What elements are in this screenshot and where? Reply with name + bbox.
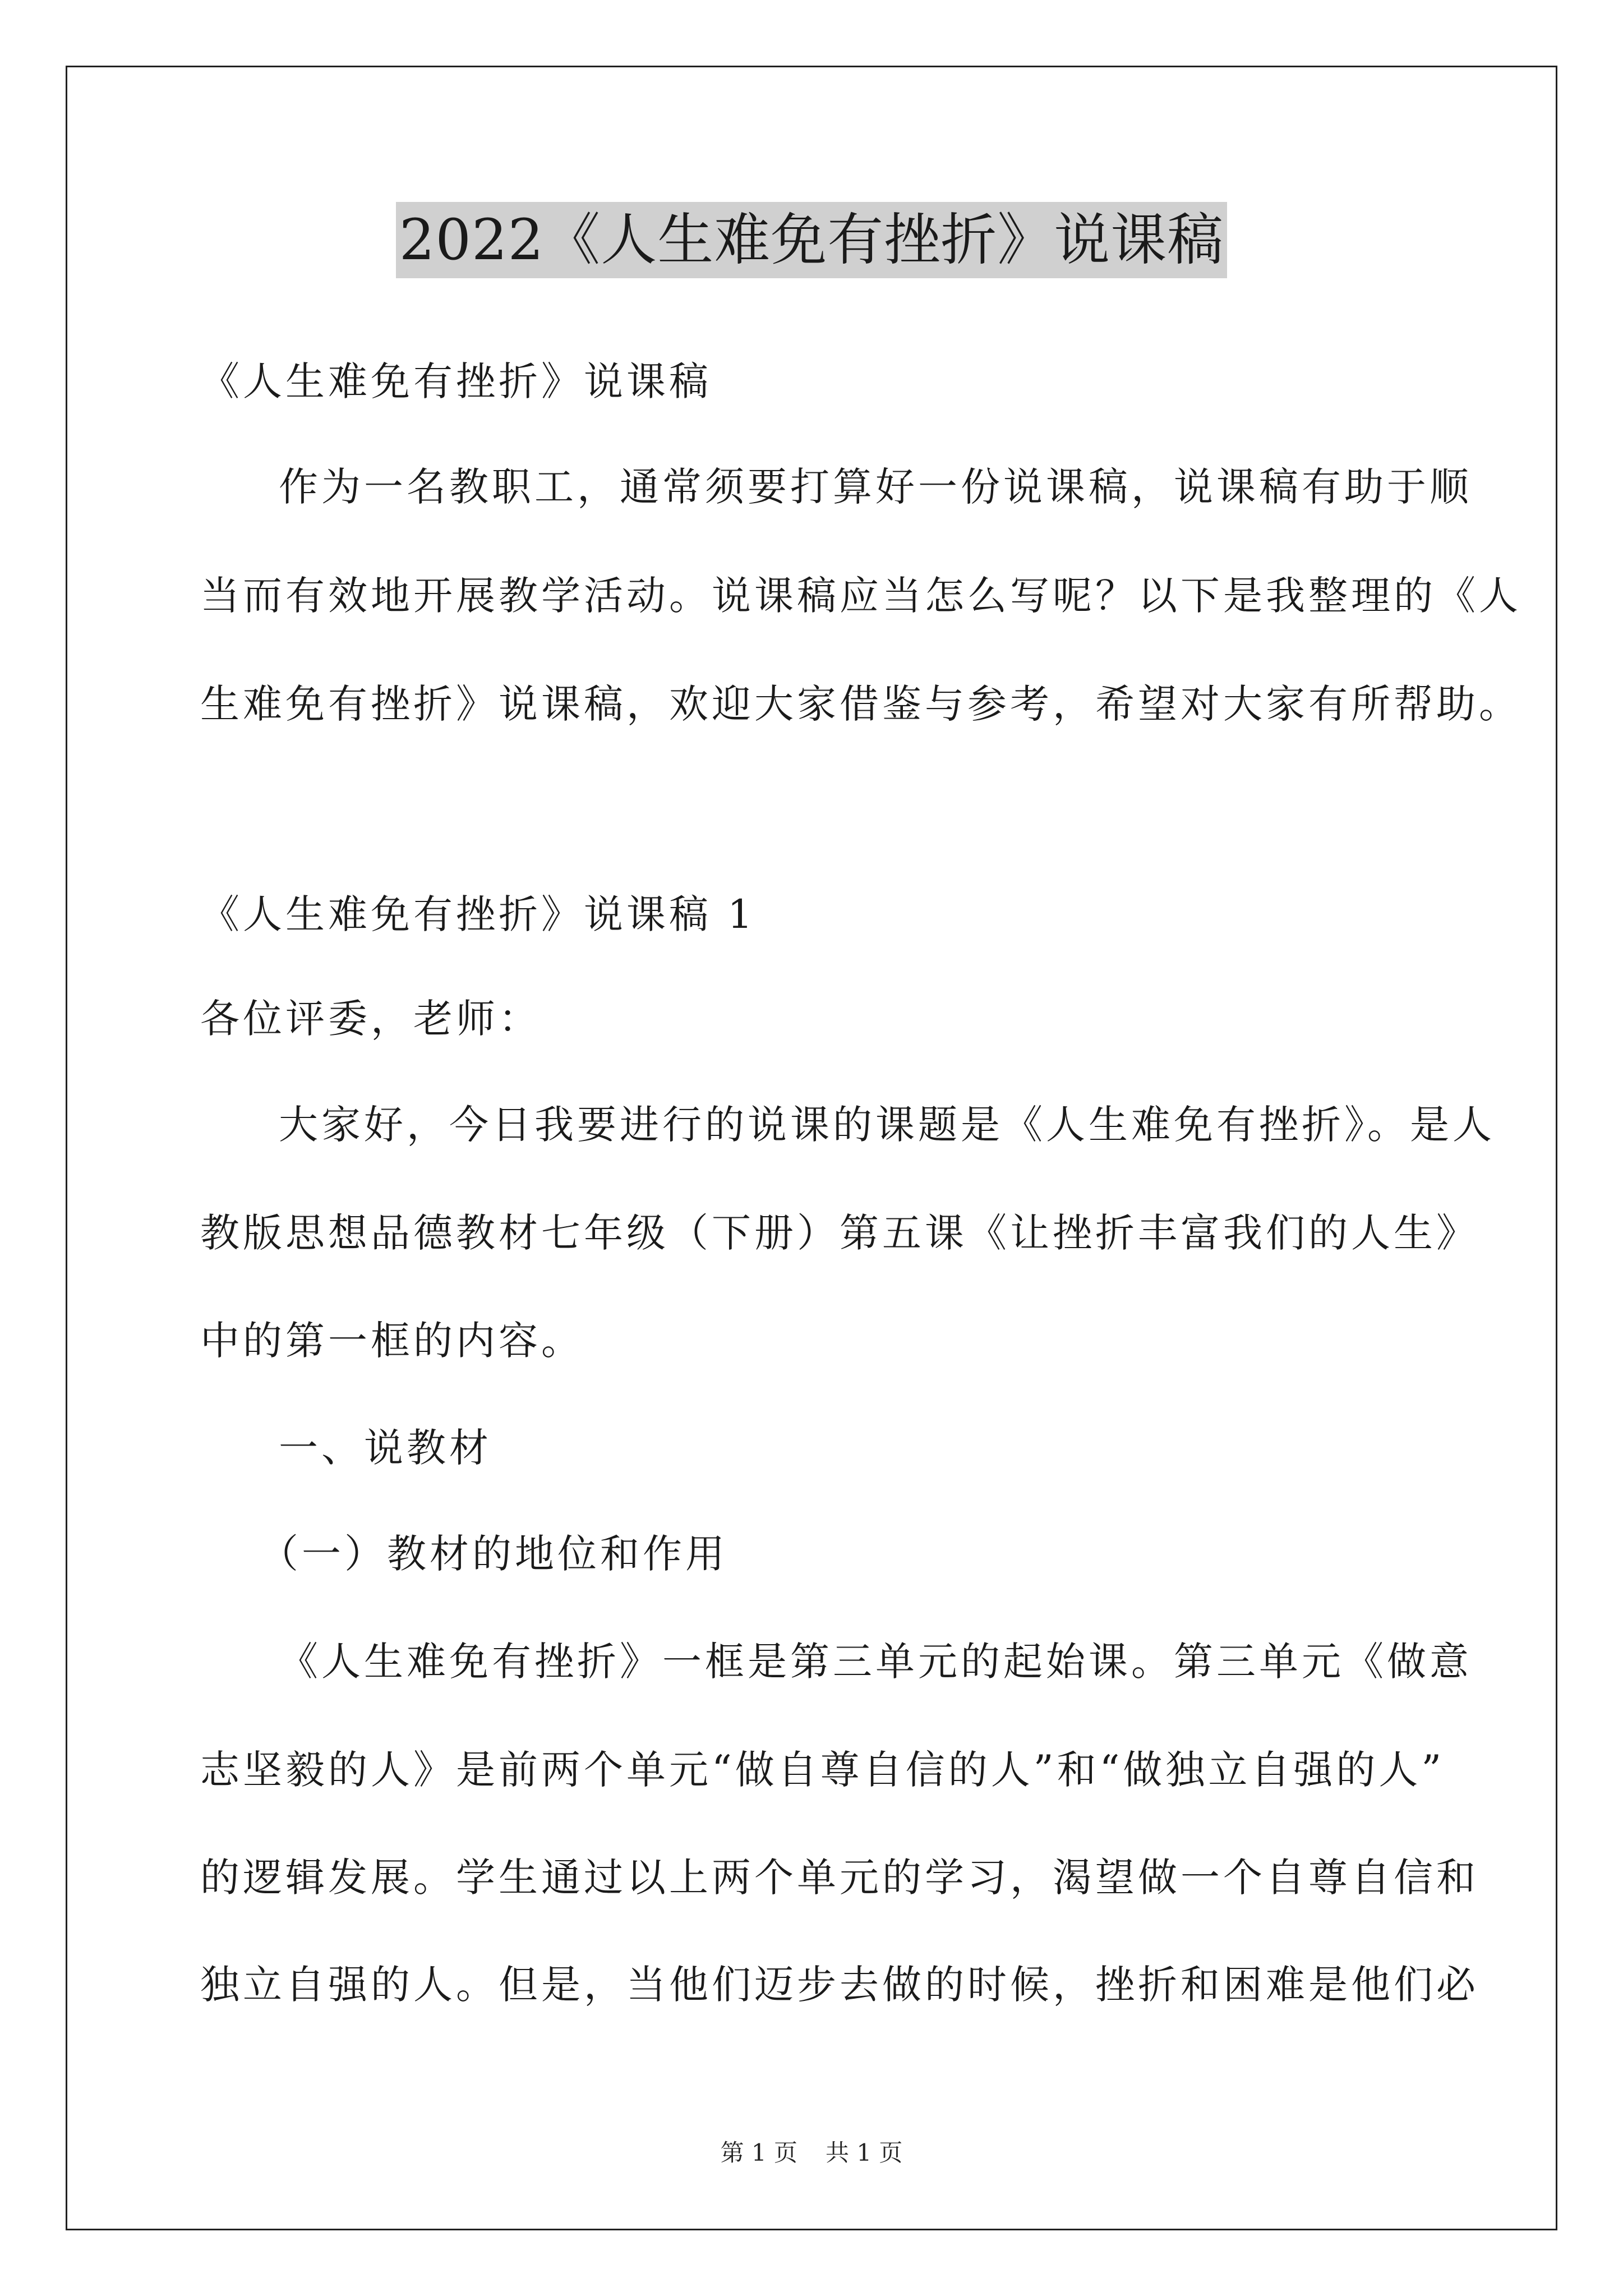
document-title: 2022《人生难免有挫折》说课稿: [396, 202, 1228, 278]
page-footer: [0, 2136, 1623, 2170]
sub-heading: （一）教材的地位和作用: [259, 1531, 728, 1577]
page-total: 共 1 页: [826, 2139, 903, 2166]
intro-line-3: 生难免有挫折》说课稿，欢迎大家借鉴与参考，希望对大家有所帮助。: [200, 681, 1521, 727]
greeting-line-2: 教版思想品德教材七年级（下册）第五课《让挫折丰富我们的人生》: [200, 1210, 1479, 1256]
intro-line-1: 作为一名教职工，通常须要打算好一份说课稿，说课稿有助于顺: [279, 464, 1472, 510]
section-heading: 《人生难免有挫折》说课稿 1: [200, 891, 756, 937]
title-container: [0, 202, 1623, 278]
document-subtitle: 《人生难免有挫折》说课稿: [200, 358, 712, 404]
greeting-line-1: 大家好，今日我要进行的说课的课题是《人生难免有挫折》。是人: [279, 1102, 1495, 1148]
body-line-3: 的逻辑发展。学生通过以上两个单元的学习，渴望做一个自尊自信和: [200, 1855, 1479, 1901]
body-line-4: 独立自强的人。但是，当他们迈步去做的时候，挫折和困难是他们必: [200, 1962, 1479, 2008]
body-line-2: 志坚毅的人》是前两个单元“做自尊自信的人”和“做独立自强的人”: [200, 1747, 1445, 1793]
body-line-1: 《人生难免有挫折》一框是第三单元的起始课。第三单元《做意: [279, 1639, 1472, 1685]
intro-line-2: 当而有效地开展教学活动。说课稿应当怎么写呢？以下是我整理的《人: [200, 573, 1521, 619]
greeting-line-3: 中的第一框的内容。: [200, 1318, 584, 1364]
page-number: 第 1 页: [720, 2139, 797, 2166]
salutation: 各位评委，老师：: [200, 996, 541, 1042]
part-heading: 一、说教材: [279, 1425, 492, 1471]
